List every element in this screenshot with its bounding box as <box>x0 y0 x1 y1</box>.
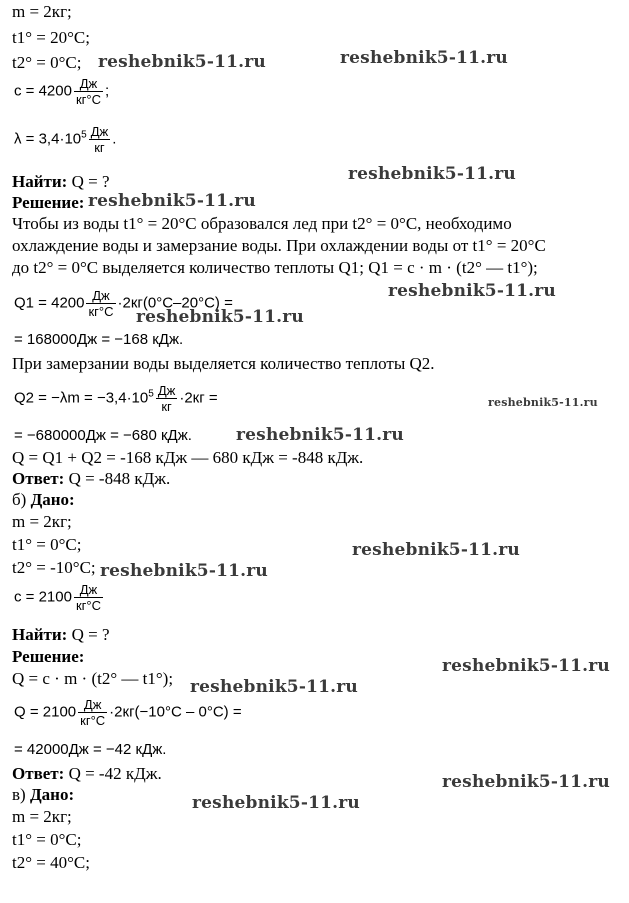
watermark: reshebnik5-11.ru <box>136 307 304 327</box>
given-label: Дано: <box>29 785 75 804</box>
solution-heading <box>12 647 84 667</box>
unit-denominator: кг <box>94 140 105 155</box>
given-mass: m = 2кг; <box>12 807 72 826</box>
latent-heat-value: λ = 3,4·10 <box>14 130 82 148</box>
given-mass: m = 2кг; <box>12 512 72 531</box>
paragraph-line: При замерзании воды выделяется количество теплоты Q2. <box>12 354 435 373</box>
exponent: 5 <box>81 129 87 141</box>
formula-rhs: ·2кг(0°C–20°C) = <box>117 294 233 312</box>
unit-fraction <box>89 124 111 155</box>
watermark: reshebnik5-11.ru <box>352 540 520 560</box>
result-q1: = 168000Дж = −168 кДж. <box>14 331 184 348</box>
solution-label: Решение: <box>12 193 85 212</box>
watermark: reshebnik5-11.ru <box>488 396 598 409</box>
formula-general: Q = c · m · (t2° — t1°); <box>12 669 174 688</box>
answer-text: Q = -42 кДж. <box>68 764 162 783</box>
specific-heat-value: с = 4200 <box>14 82 72 100</box>
paragraph-line: до t2° = 0°C выделяется количество теплоты Q1; Q1 = c · m · (t2° — t1°); <box>12 258 538 277</box>
unit-denominator: кг°C <box>88 304 114 319</box>
watermark: reshebnik5-11.ru <box>388 281 556 301</box>
watermark: reshebnik5-11.ru <box>340 48 508 68</box>
watermark: reshebnik5-11.ru <box>348 164 516 184</box>
given-t1: t1° = 0°C; <box>12 830 82 849</box>
formula-rhs: ·2кг(−10°C – 0°C) = <box>109 703 242 721</box>
unit-numerator: Дж <box>74 76 103 92</box>
watermark: reshebnik5-11.ru <box>236 425 404 445</box>
unit-fraction <box>156 383 178 414</box>
formula-rhs: ·2кг = <box>179 389 218 407</box>
paragraph-line: Чтобы из воды t1° = 20°C образовался лед при t2° = 0°C, необходимо <box>12 214 512 233</box>
unit-fraction <box>78 697 107 728</box>
given-t2: t2° = 40°C; <box>12 853 90 872</box>
watermark: reshebnik5-11.ru <box>192 793 360 813</box>
given-t1: t1° = 0°C; <box>12 535 82 554</box>
watermark: reshebnik5-11.ru <box>88 191 256 211</box>
unit-fraction <box>74 582 103 613</box>
given-t2: t2° = 0°C; <box>12 53 82 72</box>
unit-numerator: Дж <box>157 383 176 398</box>
find-label: Найти: <box>12 172 68 191</box>
answer-b <box>12 764 162 784</box>
unit-denominator: кг <box>161 399 172 414</box>
find-line <box>12 625 110 645</box>
formula-q <box>14 697 242 728</box>
unit-numerator: Дж <box>90 124 109 139</box>
given-specific-heat <box>14 582 105 613</box>
watermark: reshebnik5-11.ru <box>442 656 610 676</box>
given-t1: t1° = 20°C; <box>12 28 90 47</box>
unit-numerator: Дж <box>86 288 115 304</box>
given-mass: m = 2кг; <box>12 2 72 21</box>
given-specific-heat <box>14 76 109 107</box>
part-c-heading <box>12 785 74 805</box>
given-latent-heat <box>14 124 116 155</box>
part-b-heading <box>12 490 75 510</box>
find-line <box>12 172 110 192</box>
unit-fraction <box>74 76 103 107</box>
result-q2: = −680000Дж = −680 кДж. <box>14 427 192 444</box>
specific-heat-value: с = 2100 <box>14 588 72 606</box>
answer-label: Ответ: <box>12 469 65 488</box>
answer-label: Ответ: <box>12 764 65 783</box>
given-t2: t2° = -10°C; <box>12 558 96 577</box>
exponent: 5 <box>148 388 154 400</box>
unit-numerator: Дж <box>78 697 107 713</box>
punct: . <box>112 130 117 148</box>
watermark: reshebnik5-11.ru <box>442 772 610 792</box>
formula-lhs: Q = 2100 <box>14 703 77 721</box>
part-marker: б) <box>12 490 27 509</box>
result-q: = 42000Дж = −42 кДж. <box>14 741 167 758</box>
unit-denominator: кг°C <box>80 713 106 728</box>
watermark: reshebnik5-11.ru <box>98 52 266 72</box>
unit-fraction <box>86 288 115 319</box>
answer-text: Q = -848 кДж. <box>68 469 171 488</box>
formula-lhs: Q2 = −λm = −3,4·10 <box>14 389 149 407</box>
total-q: Q = Q1 + Q2 = -168 кДж — 680 кДж = -848 кДж. <box>12 448 364 467</box>
answer-a <box>12 469 170 489</box>
formula-q2 <box>14 383 218 414</box>
unit-denominator: кг°C <box>75 598 101 613</box>
watermark: reshebnik5-11.ru <box>190 677 358 697</box>
unit-numerator: Дж <box>74 582 103 598</box>
find-text: Q = ? <box>71 172 110 191</box>
formula-lhs: Q1 = 4200 <box>14 294 85 312</box>
punct: ; <box>105 82 110 100</box>
unit-denominator: кг°C <box>75 92 101 107</box>
solution-heading <box>12 193 84 213</box>
solution-label: Решение: <box>12 647 85 666</box>
paragraph-line: охлаждение воды и замерзание воды. При охлаждении воды от t1° = 20°C <box>12 236 546 255</box>
find-text: Q = ? <box>71 625 110 644</box>
part-marker: в) <box>12 785 26 804</box>
given-label: Дано: <box>30 490 75 509</box>
watermark: reshebnik5-11.ru <box>100 561 268 581</box>
find-label: Найти: <box>12 625 68 644</box>
